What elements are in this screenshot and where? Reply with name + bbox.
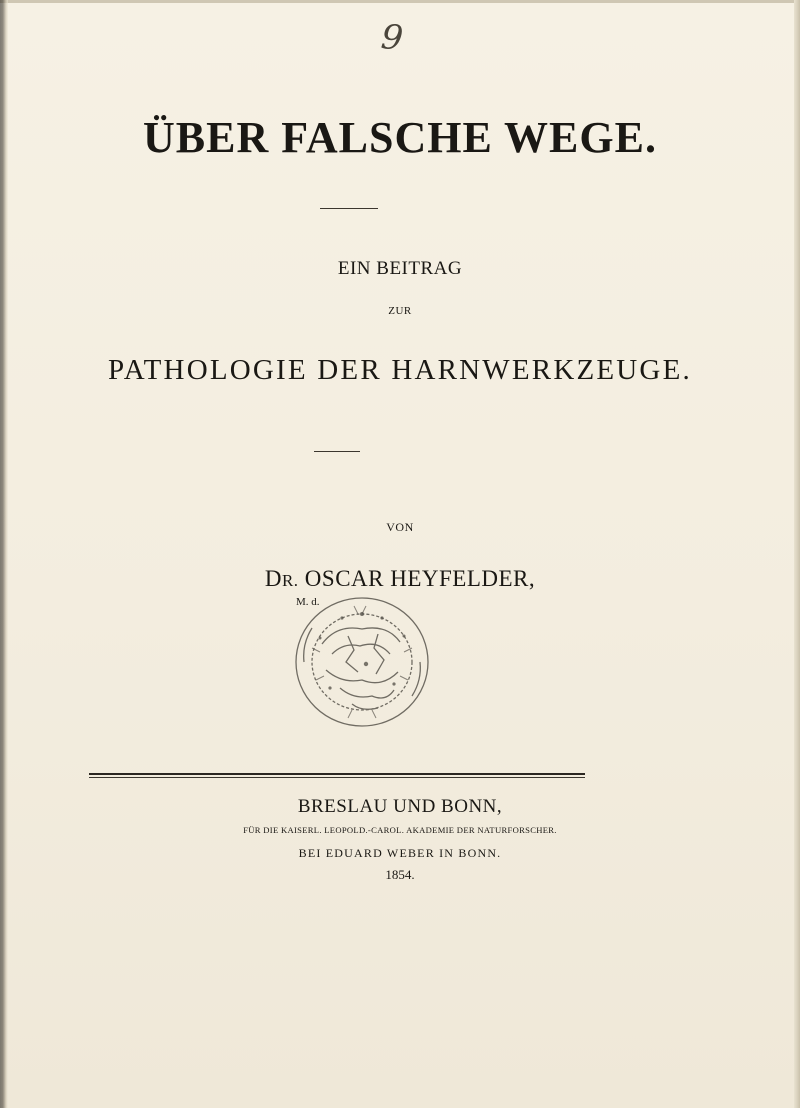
publication-place: BRESLAU UND BONN, — [297, 796, 503, 817]
book-title: ÜBER FALSCHE WEGE. — [143, 113, 657, 162]
page-left-edge — [0, 0, 8, 1108]
page-right-edge — [794, 0, 800, 1108]
handwritten-shelf-mark: 9 — [379, 16, 405, 60]
author-degree: M. d. — [296, 596, 320, 608]
page-top-edge — [0, 0, 800, 3]
author-prefix-cap: D — [264, 566, 282, 591]
subtitle: EIN BEITRAG — [337, 258, 463, 279]
by-line: VON — [386, 520, 414, 534]
publication-year: 1854. — [385, 867, 415, 882]
divider-rule — [320, 208, 378, 209]
double-rule-top — [89, 773, 585, 775]
publisher-line: BEI EDUARD WEBER IN BONN. — [298, 846, 502, 860]
author-name: OSCAR HEYFELDER, — [304, 566, 536, 591]
subject-line: PATHOLOGIE DER HARNWERKZEUGE. — [108, 354, 692, 386]
connector-word: ZUR — [388, 305, 412, 317]
double-rule-bottom — [89, 777, 585, 778]
divider-rule — [314, 451, 360, 452]
publisher-for-line: FÜR DIE KAISERL. LEOPOLD.-CAROL. AKADEMIE DER NATURFORSCHER. — [243, 825, 557, 835]
library-seal-stamp-icon — [282, 584, 442, 742]
author-prefix-small: R. — [281, 571, 299, 590]
